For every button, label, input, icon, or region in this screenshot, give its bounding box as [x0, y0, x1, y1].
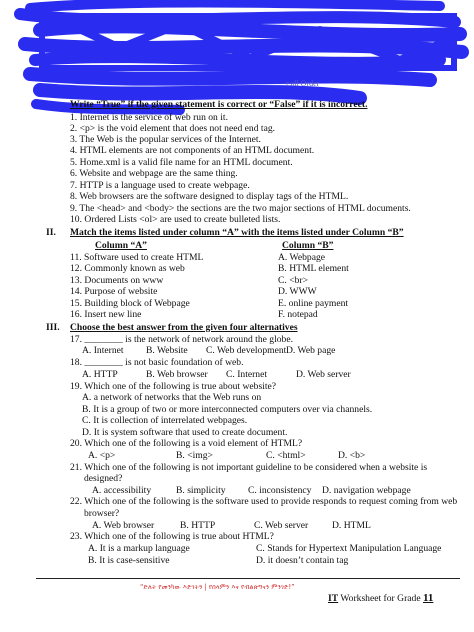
option: B. HTTP — [180, 520, 216, 531]
option: A. a network of networks that the Web runs on — [82, 392, 262, 403]
option: A. It is a markup language — [88, 543, 190, 554]
footer-grade: 11 — [422, 592, 434, 604]
option: D. Web page — [286, 345, 336, 356]
column-b-item: E. online payment — [278, 298, 349, 309]
column-a-item: 11. Software used to create HTML — [70, 252, 204, 263]
question-22: 22. Which one of the following is the software used to provide responds to request coming from web — [70, 496, 458, 507]
section-ii-instruction: Match the items listed under column “A” with the items listed under Column “B” — [70, 227, 404, 238]
column-b-item: F. notepad — [278, 309, 318, 320]
column-a-item: 16. Insert new line — [70, 309, 142, 320]
option: B. simplicity — [176, 485, 226, 496]
option: D. <b> — [338, 450, 366, 461]
option: D. Web server — [296, 369, 351, 380]
column-b-header: Column “B” — [282, 240, 334, 251]
question-21-cont: designed? — [84, 473, 123, 484]
section-iii-instruction: Choose the best answer from the given four alternatives — [70, 322, 298, 333]
list-item: 3. The Web is the popular services of the Internet. — [70, 134, 261, 145]
footer-title — [328, 592, 433, 604]
list-item: 10. Ordered Lists <ol> are used to create bulleted lists. — [70, 214, 281, 225]
question-17: 17. ________ is the network of network around the globe. — [70, 334, 294, 345]
list-item: 6. Website and webpage are the same thing. — [70, 168, 238, 179]
list-item: 7. HTTP is a language used to create webpage. — [70, 180, 250, 191]
footer-title-text: Worksheet for Grade — [338, 593, 423, 604]
option: D. It is system software that used to create document. — [82, 427, 288, 438]
option: C. Web server — [254, 520, 309, 531]
option: A. Web browser — [92, 520, 155, 531]
column-b-item: C. <br> — [278, 275, 309, 286]
footer-divider — [36, 578, 460, 579]
option: C. It is collection of interrelated webpages. — [82, 415, 248, 426]
column-a-item: 12. Commonly known as web — [70, 263, 185, 274]
column-b-item: A. Webpage — [278, 252, 326, 263]
option: A. Internet — [82, 345, 124, 356]
column-b-item: D. WWW — [278, 286, 317, 297]
list-item: 4. HTML elements are not components of an HTML document. — [70, 145, 315, 156]
column-a-item: 13. Documents on www — [70, 275, 164, 286]
question-22-cont: browser? — [84, 508, 120, 519]
question-23: 23. Which one of the following is true about HTML? — [70, 531, 274, 542]
option: B. It is case-sensitive — [88, 555, 170, 566]
option: D. it doesn’t contain tag — [256, 555, 349, 566]
option: A. <p> — [88, 450, 116, 461]
option: C. Stands for Hypertext Manipulation Language — [256, 543, 442, 554]
question-19: 19. Which one of the following is true about website? — [70, 381, 277, 392]
column-a-item: 15. Building block of Webpage — [70, 298, 190, 309]
list-item: 5. Home.xml is a valid file name for an HTML document. — [70, 157, 293, 168]
option: A. accessibility — [92, 485, 152, 496]
section-iii-numeral: III. — [46, 322, 60, 333]
option: C. Internet — [226, 369, 268, 380]
option: B. Website — [146, 345, 188, 356]
option: B. It is a group of two or more interconnected computers over via channels. — [82, 404, 373, 415]
list-item: 8. Web browsers are the software designed to display tags of the HTML. — [70, 191, 349, 202]
list-item: 2. <p> is the void element that does not need end tag. — [70, 123, 276, 134]
option: D. navigation webpage — [322, 485, 411, 496]
section-i-instruction: Write “True” if the given statement is correct or “False” if it is incorrect. — [70, 99, 368, 110]
column-b-item: B. HTML element — [278, 263, 349, 274]
question-18: 18. ________ is not basic foundation of web. — [70, 357, 244, 368]
footer-motto: “ድለት የመንካው እድገትን | የሰላምን እና የብልጽግናን ምንገድ!” — [140, 583, 295, 591]
question-20: 20. Which one of the following is a void element of HTML? — [70, 438, 303, 449]
option: C. Web development — [206, 345, 287, 356]
option: A. HTTP — [82, 369, 118, 380]
question-21: 21. Which one of the following is not important guideline to be considered when a website is — [70, 462, 428, 473]
list-item: 1. Internet is the service of web run on it. — [70, 112, 228, 123]
column-a-header: Column “A” — [95, 240, 147, 251]
option: D. HTML — [332, 520, 371, 531]
list-item: 9. The <head> and <body> the sections are the two major sections of HTML documents. — [70, 203, 411, 214]
option: B. Web browser — [146, 369, 208, 380]
column-a-item: 14. Purpose of website — [70, 286, 158, 297]
header-obscured-fragment: r all Order — [286, 79, 320, 88]
footer-subject: IT — [328, 593, 339, 604]
option: C. inconsistency — [248, 485, 312, 496]
section-ii-numeral: II. — [46, 227, 56, 238]
option: C. <html> — [266, 450, 306, 461]
option: B. <img> — [176, 450, 213, 461]
